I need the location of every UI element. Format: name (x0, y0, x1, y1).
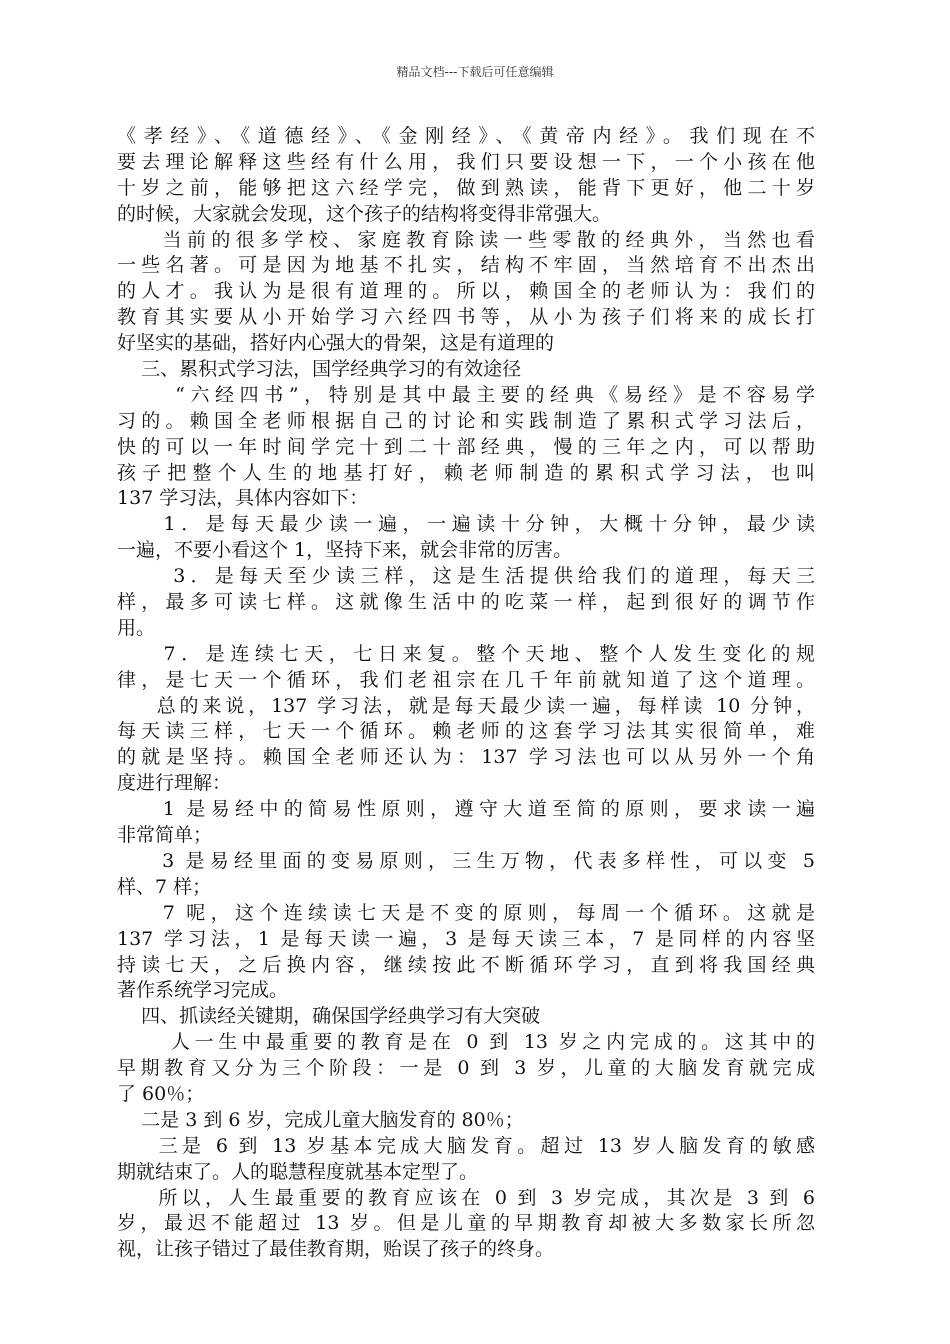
text-line: 十岁之前，能够把这六经学完，做到熟读，能背下更好，他二十岁 (117, 176, 815, 199)
text-line: 137 学习法，1 是每天读一遍，3 是每天读三本，7 是同样的内容坚 (117, 927, 815, 950)
text-line: 一些名著。可是因为地基不扎实，结构不牢固，当然培育不出杰出 (117, 254, 815, 277)
text-line: 1 是易经中的简易性原则，遵守大道至简的原则，要求读一遍 (117, 798, 815, 821)
text-line: 视，让孩子错过了最佳教育期，贻误了孩子的终身。 (117, 1238, 555, 1261)
text-line: 了 60％； (117, 1082, 205, 1105)
text-line: 习的。赖国全老师根据自己的讨论和实践制造了累积式学习法后， (117, 409, 815, 432)
text-line: 所以，人生最重要的教育应该在 0 到 3 岁完成，其次是 3 到 6 (117, 1186, 815, 1209)
text-line: 总的来说，137 学习法，就是每天最少读一遍，每样读 10 分钟， (117, 694, 815, 717)
text-line: 3 是易经里面的变易原则，三生万物，代表多样性，可以变 5 (117, 849, 815, 872)
text-line: 持读七天，之后换内容，继续按此不断循环学习，直到将我国经典 (117, 953, 815, 976)
text-line: 《孝经》、《道德经》、《金刚经》、《黄帝内经》。我们现在不 (117, 125, 815, 147)
section-heading: 三、累积式学习法，国学经典学习的有效途径 (117, 358, 522, 381)
text-line: 教育其实要从小开始学习六经四书等，从小为孩子们将来的成长打 (117, 306, 815, 329)
text-line: 二是 3 到 6 岁，完成儿童大脑发育的 80％； (117, 1108, 524, 1131)
text-line: 的时候，大家就会发现，这个孩子的结构将变得非常强大。 (117, 202, 612, 225)
page-header: 精品文档---下载后可任意编辑 (396, 65, 554, 79)
text-line: 岁，最迟不能超过 13 岁。但是儿童的早期教育却被大多数家长所忽 (117, 1212, 815, 1235)
text-line: 3．是每天至少读三样，这是生活提供给我们的道理，每天三 (117, 565, 815, 588)
text-line: 样、7 样； (117, 875, 212, 898)
text-line: 著作系统学习完成。 (117, 979, 289, 1002)
text-line: 当前的很多学校、家庭教育除读一些零散的经典外，当然也看 (117, 228, 815, 251)
text-line: 的就是坚持。赖国全老师还认为：137 学习法也可以从另外一个角 (117, 746, 815, 769)
text-line: 的人才。我认为是很有道理的。所以，赖国全的老师认为：我们的 (117, 280, 815, 303)
text-line: 1．是每天最少读一遍，一遍读十分钟，大概十分钟，最少读 (117, 513, 815, 536)
text-line: 快的可以一年时间学完十到二十部经典，慢的三年之内，可以帮助 (117, 435, 815, 458)
section-heading: 四、抓读经关键期，确保国学经典学习有大突破 (117, 1005, 541, 1028)
text-line: 好坚实的基础，搭好内心强大的骨架，这是有道理的 (117, 332, 555, 355)
text-line: 要去理论解释这些经有什么用，我们只要设想一下，一个小孩在他 (117, 150, 815, 173)
text-line: “六经四书”，特别是其中最主要的经典《易经》是不容易学 (117, 383, 815, 406)
text-line: 非常简单； (117, 824, 213, 847)
text-line: 每天读三样，七天一个循环。赖老师的这套学习法其实很简单，难 (117, 720, 815, 743)
text-line: 样，最多可读七样。这就像生活中的吃菜一样，起到很好的调节作 (117, 591, 815, 614)
text-line: 度进行理解： (117, 772, 232, 795)
text-line: 期就结束了。人的聪慧程度就基本定型了。 (117, 1160, 479, 1183)
text-line: 三是 6 到 13 岁基本完成大脑发育。超过 13 岁人脑发育的敏感 (117, 1134, 815, 1157)
document-body (117, 124, 815, 1263)
text-line: 一遍，不要小看这个 1，坚持下来，就会非常的厉害。 (117, 539, 573, 562)
text-line: 早期教育又分为三个阶段：一是 0 到 3 岁，儿童的大脑发育就完成 (117, 1057, 815, 1080)
text-line: 律，是七天一个循环，我们老祖宗在几千年前就知道了这个道理。 (117, 668, 815, 691)
text-line: 137 学习法，具体内容如下： (117, 487, 369, 510)
text-line: 7 呢，这个连续读七天是不变的原则，每周一个循环。这就是 (117, 901, 815, 924)
text-line: 人一生中最重要的教育是在 0 到 13 岁之内完成的。这其中的 (117, 1031, 815, 1054)
text-line: 孩子把整个人生的地基打好，赖老师制造的累积式学习法，也叫 (117, 461, 815, 484)
text-line: 用。 (117, 616, 156, 639)
text-line: 7．是连续七天，七日来复。整个天地、整个人发生变化的规 (117, 642, 815, 665)
